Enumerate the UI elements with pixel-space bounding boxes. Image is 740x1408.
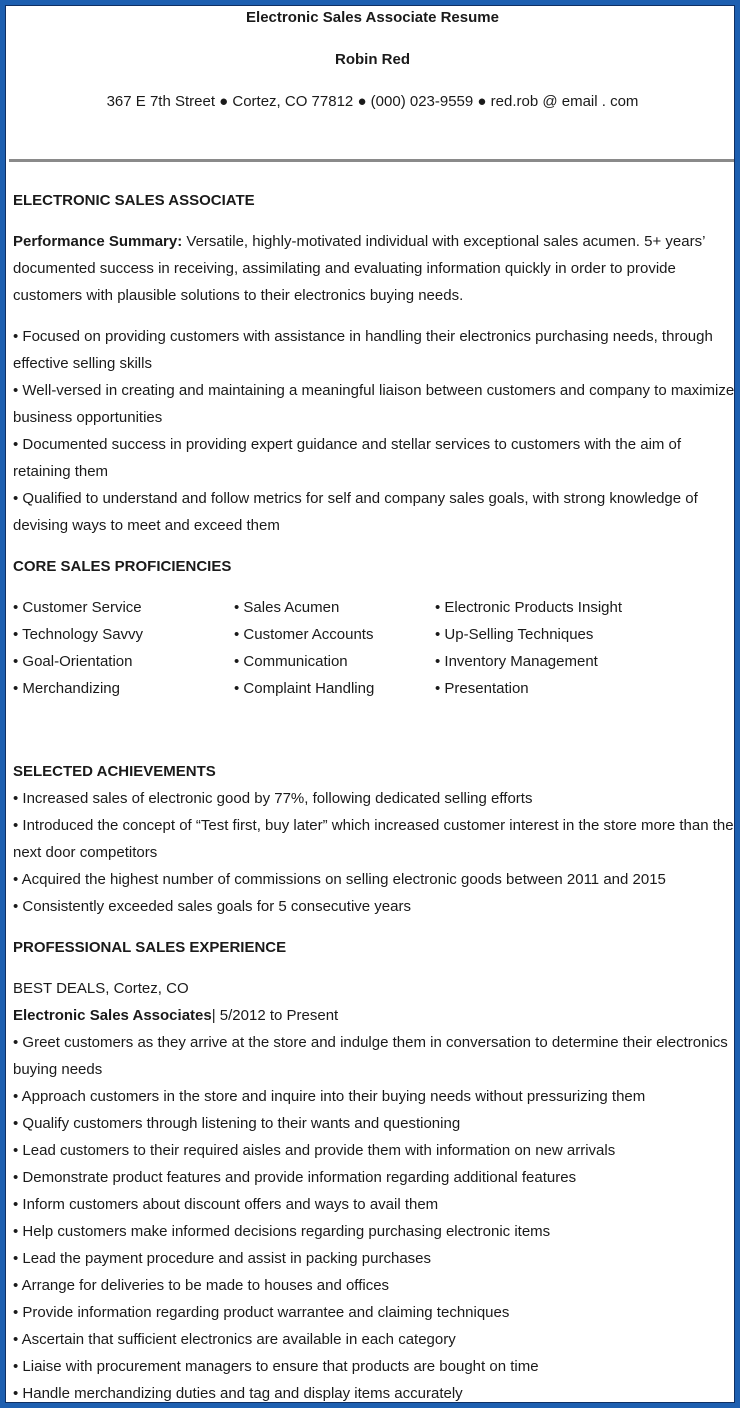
list-item: • Well-versed in creating and maintaining a meaningful liaison between customers and company to maximize business opportunities	[13, 382, 735, 426]
skill-item: • Electronic Products Insight	[435, 599, 623, 616]
candidate-name: Robin Red	[335, 51, 410, 68]
skill-item: • Customer Service	[13, 599, 142, 616]
job-line	[13, 1002, 735, 1029]
list-item: • Lead the payment procedure and assist in packing purchases	[13, 1250, 432, 1267]
skill-item: • Technology Savvy	[13, 626, 144, 643]
header-divider	[9, 159, 735, 162]
list-item: • Greet customers as they arrive at the store and indulge them in conversation to determine their electronics buying needs	[13, 1034, 728, 1078]
document-page	[5, 5, 735, 1403]
job-title: Electronic Sales Associates	[13, 1007, 212, 1024]
list-item: • Acquired the highest number of commissions on selling electronic goods between 2011 and 2015	[13, 871, 666, 888]
performance-summary	[13, 228, 735, 309]
document-title: Electronic Sales Associate Resume	[246, 9, 499, 26]
list-item: • Help customers make informed decisions regarding purchasing electronic items	[13, 1223, 551, 1240]
skill-item: • Presentation	[435, 680, 529, 697]
list-item: • Increased sales of electronic good by 77%, following dedicated selling efforts	[13, 790, 533, 807]
proficiencies-section	[13, 553, 735, 702]
employer: BEST DEALS, Cortez, CO	[13, 980, 189, 997]
section-heading-proficiencies: CORE SALES PROFICIENCIES	[13, 558, 232, 575]
skill-item: • Merchandizing	[13, 680, 120, 697]
summary-label: Performance Summary:	[13, 233, 183, 250]
list-item: • Provide information regarding product warrantee and claiming techniques	[13, 1304, 510, 1321]
list-item: • Handle merchandizing duties and tag and display items accurately	[13, 1385, 463, 1402]
skill-item: • Goal-Orientation	[13, 653, 133, 670]
list-item: • Liaise with procurement managers to ensure that products are bought on time	[13, 1358, 539, 1375]
skill-item: • Up-Selling Techniques	[435, 626, 594, 643]
section-heading-achievements: SELECTED ACHIEVEMENTS	[13, 763, 216, 780]
skill-item: • Customer Accounts	[234, 626, 374, 643]
list-item: • Demonstrate product features and provide information regarding additional features	[13, 1169, 577, 1186]
list-item: • Qualify customers through listening to their wants and questioning	[13, 1115, 461, 1132]
experience-section	[13, 934, 735, 1403]
contact-line: 367 E 7th Street ● Cortez, CO 77812 ● (000) 023-9559 ● red.rob @ email . com	[106, 93, 639, 110]
list-item: • Approach customers in the store and inquire into their buying needs without pressurizing them	[13, 1088, 646, 1105]
list-item: • Arrange for deliveries to be made to houses and offices	[13, 1277, 390, 1294]
skill-item: • Communication	[234, 653, 348, 670]
section-heading-experience: PROFESSIONAL SALES EXPERIENCE	[13, 939, 287, 956]
list-item: • Inform customers about discount offers and ways to avail them	[13, 1196, 439, 1213]
list-item: • Lead customers to their required aisles and provide them with information on new arrivals	[13, 1142, 616, 1159]
skills-grid	[13, 594, 735, 702]
list-item: • Introduced the concept of “Test first, buy later” which increased customer interest in the store more than the next door competitors	[13, 817, 734, 861]
skill-item: • Inventory Management	[435, 653, 598, 670]
list-item: • Qualified to understand and follow metrics for self and company sales goals, with strong knowledge of devising ways to meet and exceed them	[13, 490, 698, 534]
skill-item: • Complaint Handling	[234, 680, 375, 697]
list-item: • Focused on providing customers with assistance in handling their electronics purchasing needs, through effective selling skills	[13, 328, 713, 372]
skill-item: • Sales Acumen	[234, 599, 340, 616]
list-item: • Consistently exceeded sales goals for 5 consecutive years	[13, 898, 411, 915]
list-item: • Ascertain that sufficient electronics are available in each category	[13, 1331, 456, 1348]
section-heading-objective: ELECTRONIC SALES ASSOCIATE	[13, 192, 255, 209]
summary-text: Versatile, highly-motivated individual with exceptional sales acumen. 5+ years’ documented success in receiving, assimilating and evaluating information quickly in order to provide customers with plausible solutions to their electronics buying needs.	[13, 233, 705, 304]
job-dates: | 5/2012 to Present	[211, 1007, 339, 1024]
achievements-section	[13, 758, 735, 920]
resume-body	[13, 187, 735, 1403]
list-item: • Documented success in providing expert guidance and stellar services to customers with the aim of retaining them	[13, 436, 682, 480]
objective-section	[13, 187, 735, 539]
